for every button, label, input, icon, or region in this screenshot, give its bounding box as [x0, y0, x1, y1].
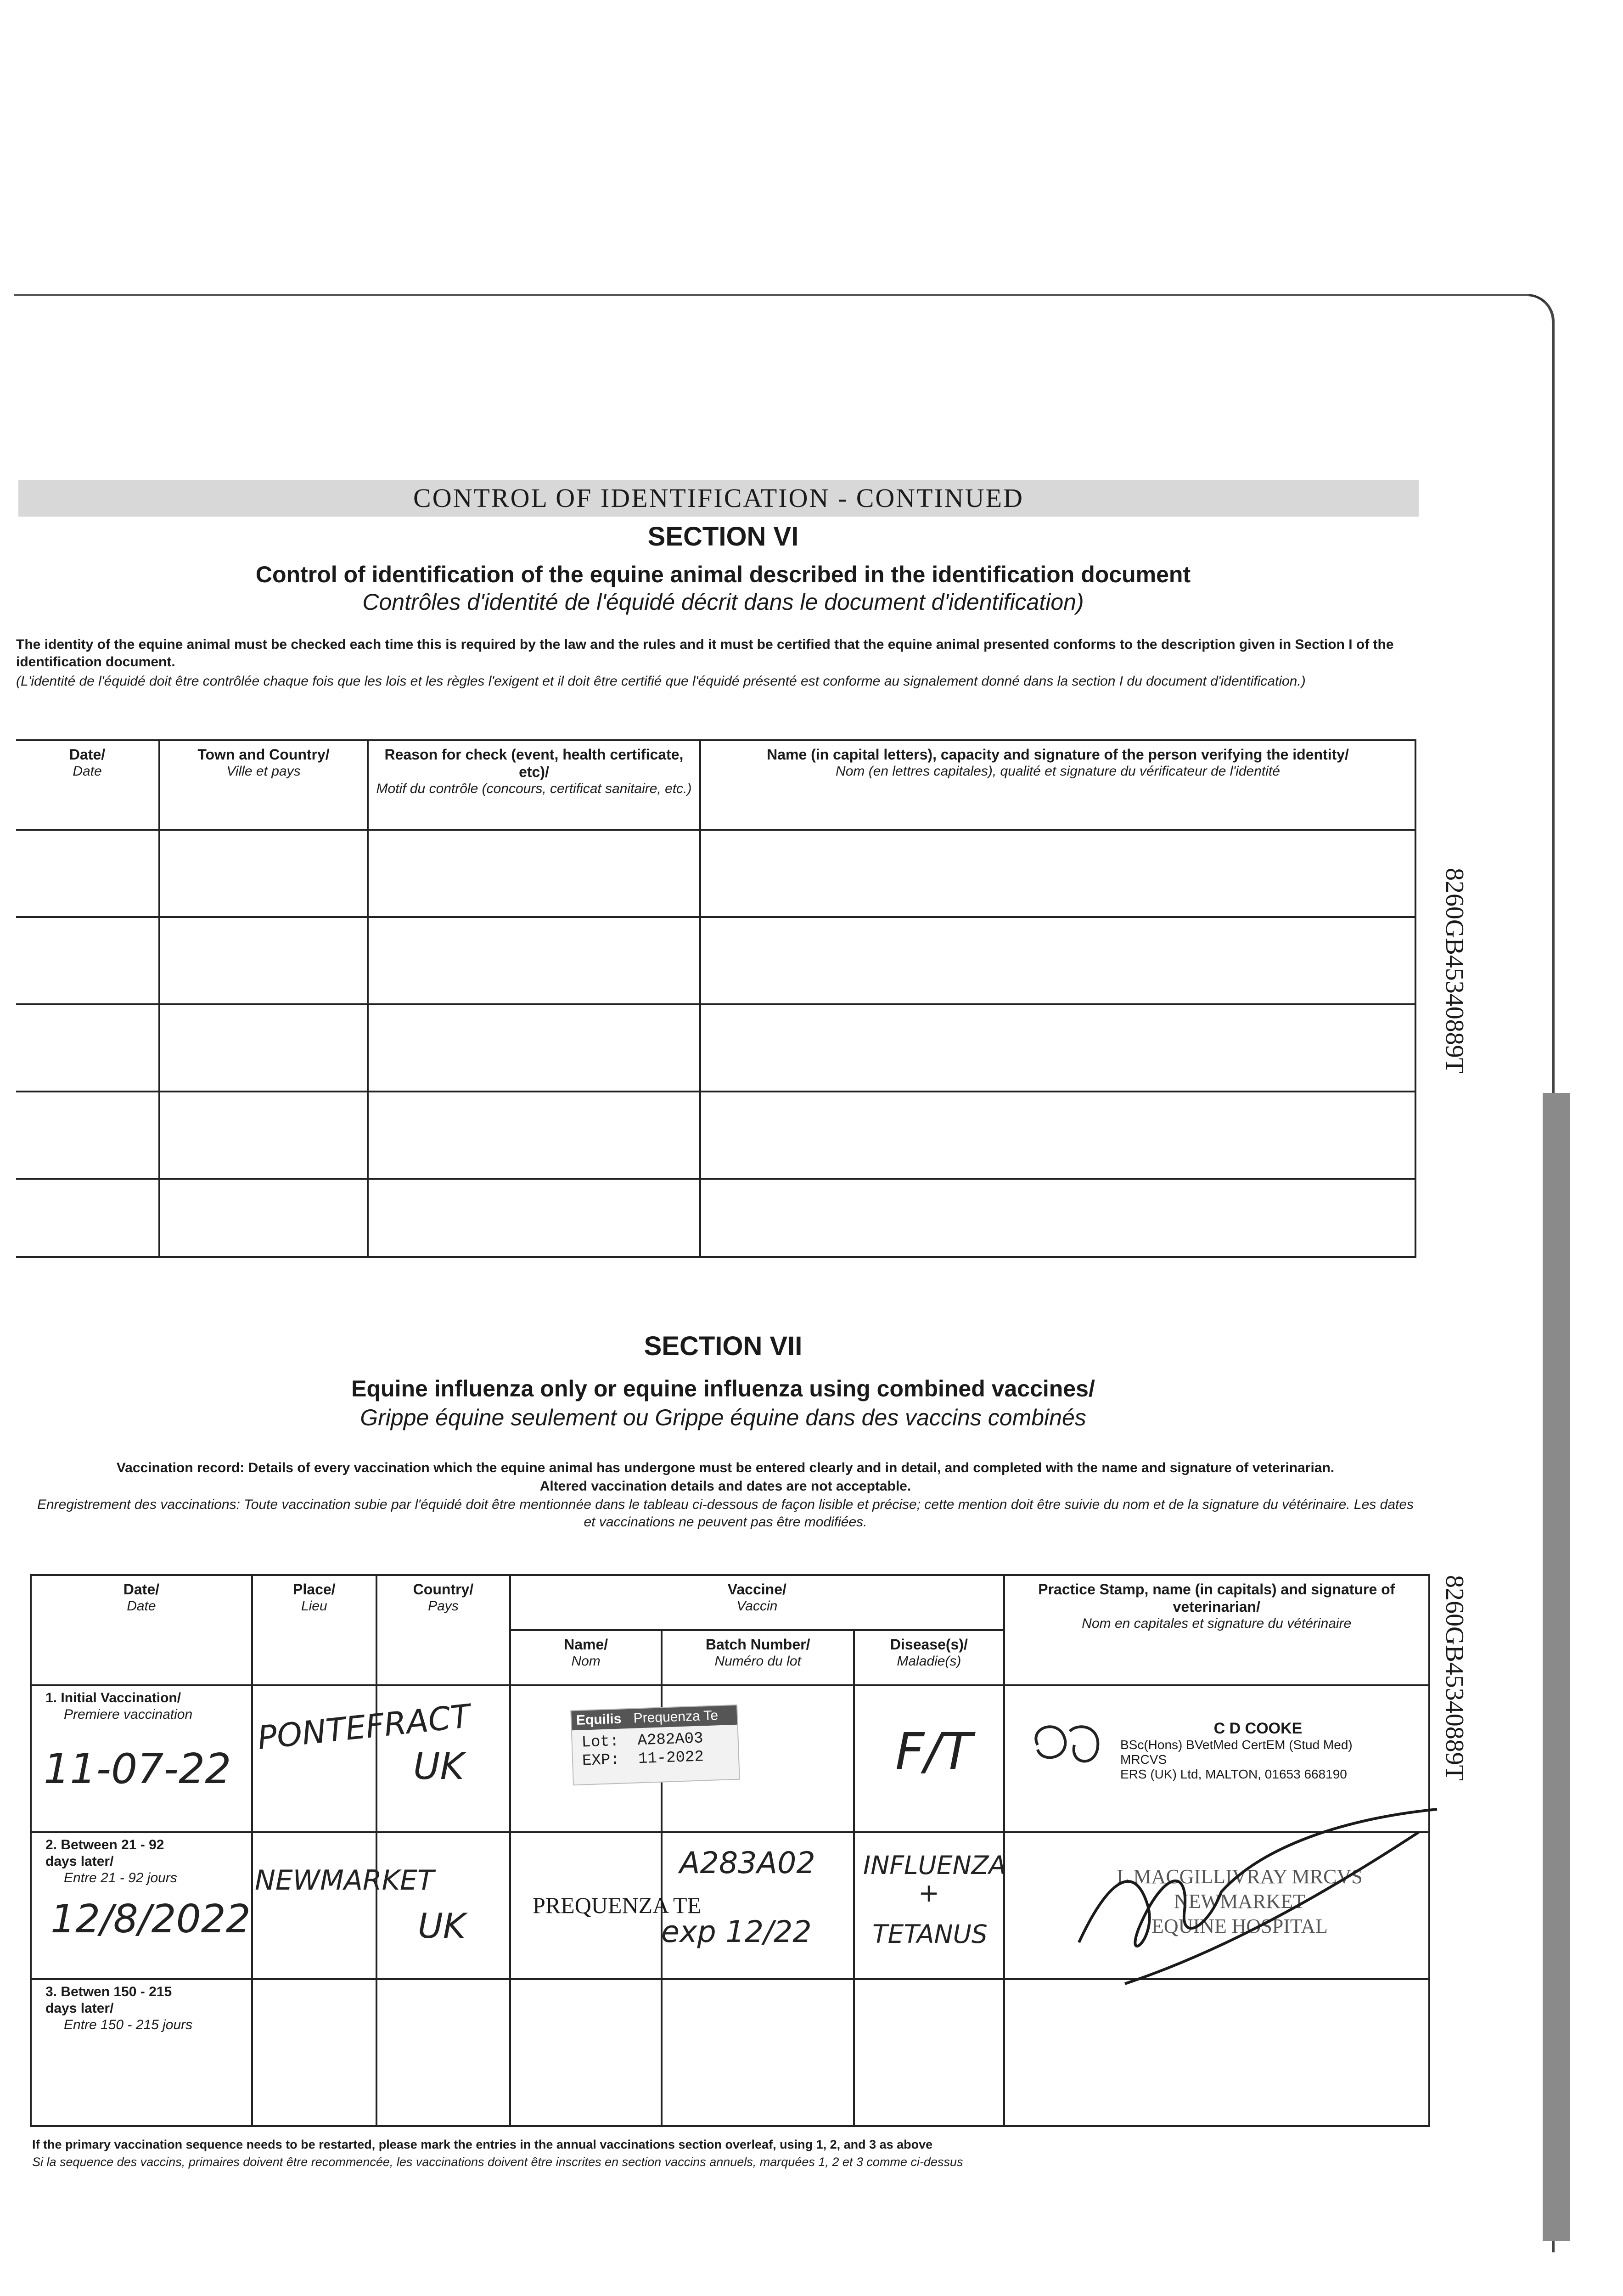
- page-spine-shadow: [1543, 1093, 1570, 2241]
- row2-vet-stamp: L MACGILLIVRAY MRCVS NEWMARKET EQUINE HOSPITAL: [1117, 1865, 1363, 1937]
- sticker-brand: Equilis: [576, 1711, 622, 1728]
- row1-vet-stamp: C D COOKE BSc(Hons) BVetMed CertEM (Stud Med) MRCVS ERS (UK) Ltd, MALTON, 01653 668190: [1120, 1720, 1353, 1781]
- section6-title: SECTION VI: [647, 522, 799, 551]
- col-name-header: Name/ Nom: [510, 1630, 662, 1685]
- row2-disease-2: +: [918, 1878, 940, 1908]
- row2-vaccine-name: PREQUENZA TE: [533, 1892, 702, 1918]
- col-date-header: Date/ Date: [16, 740, 159, 830]
- row1-country: UK: [413, 1745, 465, 1788]
- row2-disease-3: TETANUS: [872, 1919, 988, 1949]
- footer-en: If the primary vaccination sequence needs to be restarted, please mark the entries in the annual vaccinations section overleaf, using 1, 2, and 3 as above: [32, 2138, 933, 2151]
- section7-record-en2: Altered vaccination details and dates are not acceptable.: [539, 1479, 911, 1494]
- section6-subtitle-fr: Contrôles d'identité de l'équidé décrit dans le document d'identification): [362, 589, 1084, 615]
- row1-disease: F/T: [895, 1722, 972, 1781]
- table-row: [16, 1092, 1415, 1179]
- row2-disease-1: INFLUENZA: [863, 1851, 1006, 1880]
- row2-label: 2. Between 21 - 92 days later/ Entre 21 - 92 jours: [31, 1832, 252, 1979]
- vaccine-sticker: Equilis Prequenza Te Lot: A282A03 EXP: 11-2022: [570, 1705, 740, 1786]
- section7-record-fr: Enregistrement des vaccinations: Toute vaccination subie par l'équidé doit être mentionnée dans le tableau ci-dessous de façon lisible et précise; cette mention doit être suivie du nom et de la signature du vétérinaire. Les dates et vaccinations ne peuvent pas être modifiées.: [37, 1497, 1414, 1530]
- table-row: [16, 917, 1415, 1004]
- sticker-product: Prequenza Te: [633, 1708, 719, 1726]
- identification-check-table: [16, 739, 1416, 1258]
- section7-subtitle-en: Equine influenza only or equine influenza using combined vaccines/: [351, 1376, 1095, 1401]
- row1-place: PONTEFRACT: [255, 1697, 472, 1757]
- col-vaccine-header: Vaccine/ Vaccin: [510, 1575, 1004, 1630]
- row3-label: 3. Betwen 150 - 215 days later/ Entre 150 - 215 jours: [31, 1979, 252, 2126]
- col-date-header: Date/ Date: [31, 1575, 252, 1685]
- banner-title: CONTROL OF IDENTIFICATION - CONTINUED: [413, 483, 1024, 513]
- col-reason-header: Reason for check (event, health certificate, etc)/ Motif du contrôle (concours, certificat sanitaire, etc.): [368, 740, 700, 830]
- sticker-exp: 11-2022: [638, 1748, 704, 1768]
- col-batch-header: Batch Number/ Numéro du lot: [662, 1630, 854, 1685]
- row2-batch-exp: exp 12/22: [661, 1915, 812, 1949]
- top-rule: [14, 294, 1529, 296]
- serial-number-top: 8260GB45340889T: [1440, 868, 1469, 1074]
- table-row: [16, 1004, 1415, 1092]
- table-row: [16, 1179, 1415, 1257]
- col-town-header: Town and Country/ Ville et pays: [159, 740, 368, 830]
- footer-fr: Si la sequence des vaccins, primaires doivent être recommencée, les vaccinations doivent être inscrites en section vaccins annuels, marquées 1, 2 et 3 comme ci-dessus: [32, 2155, 963, 2169]
- col-country-header: Country/ Pays: [376, 1575, 510, 1685]
- section7-subtitle-fr: Grippe équine seulement ou Grippe équine dans des vaccins combinés: [360, 1405, 1086, 1430]
- row2-batch: A283A02: [680, 1846, 815, 1880]
- serial-number-bottom: 8260GB45340889T: [1440, 1575, 1469, 1781]
- row2-vet-signature: [1070, 1791, 1451, 2011]
- row2-country: UK: [418, 1906, 466, 1946]
- row2-place: NEWMARKET: [255, 1864, 434, 1896]
- row1-label: 1. Initial Vaccination/ Premiere vaccination: [31, 1685, 252, 1832]
- table-row: [16, 830, 1415, 917]
- section6-intro-fr: (L'identité de l'équidé doit être contrôlée chaque fois que les lois et les règles l'exigent et il doit être certifié que l'équidé présenté est conforme au signalement donné dans la section I du document d'identification.): [16, 674, 1306, 689]
- row1-vet-signature: [1024, 1713, 1116, 1777]
- section7-record-en: Vaccination record: Details of every vaccination which the equine animal has undergone must be entered clearly and in detail, and completed with the name and signature of veterinarian.: [116, 1460, 1335, 1475]
- section6-intro-en: The identity of the equine animal must be checked each time this is required by the law and the rules and it must be certified that the equine animal presented conforms to the description given in Section I of the identification document.: [16, 637, 1394, 670]
- sticker-lot: A282A03: [637, 1730, 704, 1750]
- row1-date: 11-07-22: [44, 1745, 231, 1793]
- row2-date: 12/8/2022: [51, 1896, 251, 1942]
- col-vet-header: Practice Stamp, name (in capitals) and signature of veterinarian/ Nom en capitales et signature du vétérinaire: [1004, 1575, 1429, 1685]
- col-disease-header: Disease(s)/ Maladie(s): [854, 1630, 1004, 1685]
- col-verifier-header: Name (in capital letters), capacity and signature of the person verifying the identity/ Nom (en lettres capitales), qualité et signature du vérificateur de l'identité: [700, 740, 1415, 830]
- section6-subtitle-en: Control of identification of the equine animal described in the identification document: [255, 562, 1191, 587]
- section7-title: SECTION VII: [644, 1331, 803, 1361]
- col-place-header: Place/ Lieu: [252, 1575, 376, 1685]
